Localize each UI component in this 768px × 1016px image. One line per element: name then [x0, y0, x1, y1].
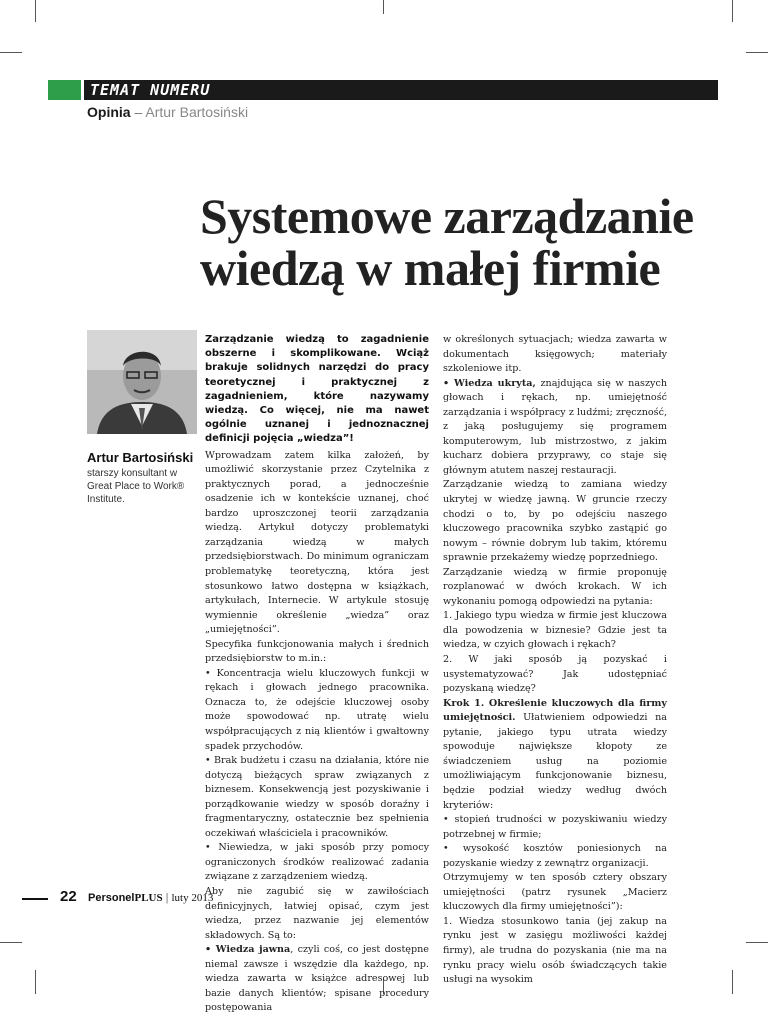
page-number: 22 — [60, 888, 77, 905]
author-name: Artur Bartosiński — [87, 450, 194, 465]
paragraph-text: znajdująca się w naszych głowach i rękach, np. umiejętność zarządzania i współpracy z ludźmi; zręczność, z jaką posługujemy się programem komputerowym, lub mistrzostwo, z jakim kucharz dobiera przyprawy, co staje się głównym atutem naszej restauracji. — [443, 377, 668, 476]
magazine-footer — [88, 892, 213, 904]
crop-mark — [383, 0, 384, 14]
paragraph-text: Ułatwieniem odpowiedzi na pytanie, jakiego typu utrata wiedzy spowoduje największe kłopoty ze świadczeniem usług na poziomie umożliwiającym funkcjonowanie biznesu, będzie podział wiedzy według dwóch kryteriów: — [443, 712, 667, 811]
bullet-item: • Niewiedza, w jaki sposób przy pomocy ograniczonych środków realizować zadania związane z zarządzeniem wiedzą. — [205, 842, 429, 883]
step-heading: Krok 1. Określenie kluczowych dla firmy umiejętności. — [443, 697, 667, 724]
section-bar — [84, 80, 718, 100]
footer-separator: | — [165, 892, 169, 904]
crop-mark — [732, 970, 733, 994]
numbered-item: 1. Wiedza stosunkowo tania (jej zakup na rynku jest w zasięgu możliwości każdej firmy), ale trudna do pozyskania (nie ma na rynku pracy wielu osób świadczących takie usługi na wysokim — [443, 915, 667, 986]
bullet-item: • Brak budżetu i czasu na działania, które nie dotyczą bieżących spraw związanych z biznesem. Konsekwencją jest pozyskiwanie i porządkowanie wiedzy w sposób doraźny i fragmentaryczny, ostatecznie bez spełnienia oczekiwań właściciela i pracowników. — [205, 755, 429, 839]
magazine-name-suffix: PLUS — [134, 892, 163, 904]
paragraph: w określonych sytuacjach; wiedza zawarta w dokumentach księgowych; materiały szkoleniowe itp. — [443, 334, 667, 375]
paragraph: Aby nie zagubić się w zawiłościach definicyjnych, łatwiej opisać, czym jest wiedza, przez nazwanie jej elementów składowych. Są to: — [205, 886, 429, 941]
magazine-name: Personel — [88, 892, 135, 904]
title-line-1: Systemowe zarządzanie — [200, 188, 694, 244]
bullet-item: • Koncentracja wielu kluczowych funkcji w rękach i głowach jednego pracownika. Oznacza to, że odejście kluczowej osoby może spowodować np. utratę wielu współpracujących z nią klientów i gwałtowny spadek przychodów. — [205, 667, 429, 752]
paragraph: Specyfika funkcjonowania małych i średnich przedsiębiorstw to m.in.: — [205, 638, 429, 665]
crop-mark — [35, 970, 36, 994]
bullet-item — [205, 943, 429, 1016]
author-photo — [87, 330, 197, 434]
crop-mark — [0, 52, 22, 53]
article-column-1 — [205, 333, 429, 1016]
paragraph: Otrzymujemy w ten sposób cztery obszary umiejętności (patrz rysunek „Macierz kluczowych dla firmy umiejętności”): — [443, 872, 667, 913]
author-role: starszy konsultant w Great Place to Work® Institute. — [87, 468, 185, 505]
crop-mark — [746, 942, 768, 943]
section-label: TEMAT NUMERU — [90, 81, 211, 99]
crop-mark — [746, 52, 768, 53]
paragraph: Zarządzanie wiedzą w firmie proponuję rozplanować w dwóch krokach. W ich wykonaniu pomogą odpowiedzi na pytania: — [443, 566, 667, 607]
bullet-item — [443, 377, 667, 479]
bold-term: • Wiedza ukryta, — [443, 377, 536, 389]
section-accent-tab — [48, 80, 81, 100]
title-line-2: wiedzą w małej firmie — [200, 240, 661, 296]
bullet-item: • wysokość kosztów poniesionych na pozyskanie wiedzy z zewnątrz organizacji. — [443, 843, 667, 869]
numbered-item: 1. Jakiego typu wiedza w firmie jest kluczowa dla powodzenia w biznesie? Gdzie jest ta wiedza, w czyich głowach i rękach? — [443, 610, 667, 651]
paragraph — [443, 697, 667, 813]
crop-mark — [732, 0, 733, 22]
footer-rule — [22, 898, 48, 900]
paragraph: Wprowadzam zatem kilka założeń, by umożliwić skorzystanie przez Czytelnika z praktycznych porad, a jednocześnie osadzenie ich w kontekście uznanej, choć bardzo uproszczonej teorii zarządzania wiedzą. Artykuł dotyczy problematyki zarządzania wiedzą w małych przedsiębiorstwach. Do minimum ograniczam problematykę teoretyczną, która jest stosunkowo łatwo dostępna w książkach, artykułach, Internecie. W artykule stosuję wymiennie określenie „wiedza” oraz „umiejętności”. — [205, 449, 429, 636]
bullet-item: • stopień trudności w pozyskiwaniu wiedzy potrzebnej w firmie; — [443, 814, 667, 840]
bold-term: • Wiedza jawna — [205, 944, 291, 956]
subhead-dash: – — [134, 104, 143, 120]
section-subhead — [87, 104, 248, 120]
crop-mark — [35, 0, 36, 22]
category-label: Opinia — [87, 104, 131, 120]
paragraph-text: , czyli coś, co jest dostępne niemal zawsze i wszędzie dla każdego, np. wiedza zawarta w książce adresowej lub bazie danych klientów; spisane procedury postępowania — [205, 944, 429, 1014]
numbered-item: 2. W jaki sposób ją pozyskać i usystematyzować? Jak udostępniać pozyskaną wiedzę? — [443, 654, 667, 695]
article-lead: Zarządzanie wiedzą to zagadnienie obszerne i skomplikowane. Wciąż brakuje solidnych narzędzi do pracy teoretycznej i praktycznej z zagadnieniem, które nazywamy wiedzą. Co więcej, nie ma nawet ogólnie uznanej i jednoznacznej definicji pojęcia „wiedza”! — [205, 334, 429, 445]
article-column-2 — [443, 333, 667, 988]
issue-date: luty 2013 — [171, 892, 214, 904]
paragraph: Zarządzanie wiedzą to zamiana wiedzy ukrytej w wiedzę jawną. W gruncie rzeczy chodzi o to, by po odejściu naszego kluczowego pracownika szybko zastąpić go nowym – równie dobrym lub takim, któremu sprawnie przekażemy wiedzę poprzedniego. — [443, 479, 667, 564]
article-title — [200, 190, 700, 294]
crop-mark — [0, 942, 22, 943]
subhead-author: Artur Bartosiński — [145, 104, 249, 120]
